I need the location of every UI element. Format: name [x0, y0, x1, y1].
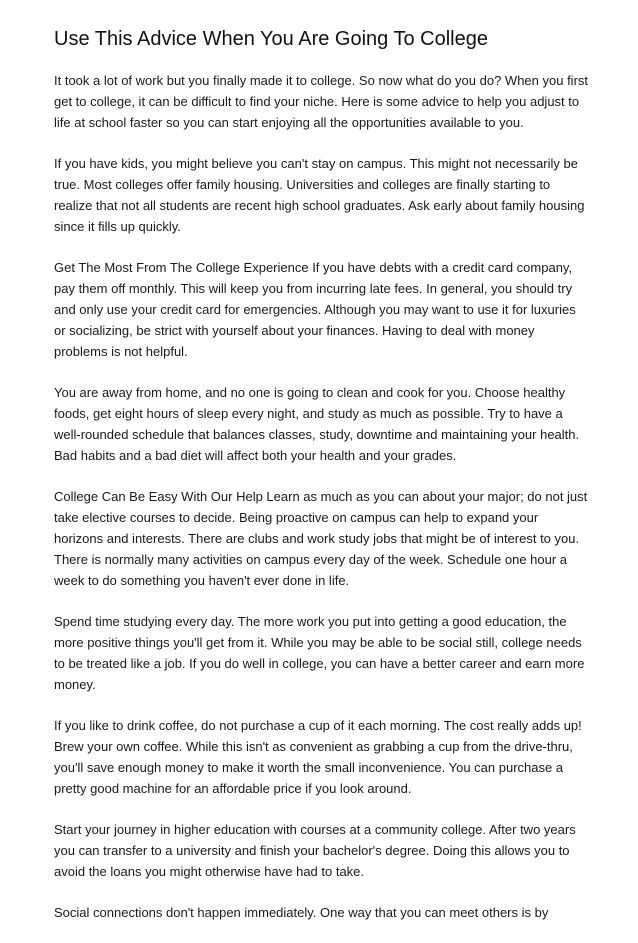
page-title: Use This Advice When You Are Going To College — [54, 28, 488, 50]
paragraph: Spend time studying every day. The more work you put into getting a good education, the more positive things you'll get from it. While you may be able to be social still, college needs to be treated like a job. If you do well in college, you can have a better career and earn more money. — [54, 614, 585, 692]
paragraph: If you have kids, you might believe you can't stay on campus. This might not necessarily be true. Most colleges offer family housing. Universities and colleges are finally starting to realize that not all students are recent high school graduates. Ask early about family housing since it fills up quickly. — [54, 156, 585, 234]
paragraph: Start your journey in higher education with courses at a community college. After two years you can transfer to a university and finish your bachelor's degree. Doing this allows you to avoid the loans you might otherwise have had to take. — [54, 822, 576, 879]
paragraph: It took a lot of work but you finally made it to college. So now what do you do? When you first get to college, it can be difficult to find your niche. Here is some advice to help you adjust to life at school faster so you can start enjoying all the opportunities available to you. — [54, 73, 589, 130]
document-body — [54, 70, 590, 943]
paragraph: If you like to drink coffee, do not purchase a cup of it each morning. The cost really adds up! Brew your own coffee. While this isn't as convenient as grabbing a cup from the drive-thru, you'll save enough money to make it worth the small inconvenience. You can purchase a pretty good machine for an affordable price if you look around. — [54, 718, 582, 796]
paragraph: Social connections don't happen immediately. One way that you can meet others is by — [54, 905, 549, 920]
paragraph: College Can Be Easy With Our Help Learn as much as you can about your major; do not just take elective courses to decide. Being proactive on campus can help to expand your horizons and interests. There are clubs and work study jobs that might be of interest to you. There is normally many activities on campus every day of the week. Schedule one hour a week to do something you haven't ever done in life. — [54, 489, 588, 588]
paragraph: Get The Most From The College Experience If you have debts with a credit card company, pay them off monthly. This will keep you from incurring late fees. In general, you should try and only use your credit card for emergencies. Although you may want to use it for luxuries or socializing, be strict with yourself about your finances. Having to deal with money problems is not helpful. — [54, 260, 576, 359]
paragraph: You are away from home, and no one is going to clean and cook for you. Choose healthy foods, get eight hours of sleep every night, and study as much as possible. Try to have a well-rounded schedule that balances classes, study, downtime and maintaining your health. Bad habits and a bad diet will affect both your health and your grades. — [54, 385, 580, 463]
